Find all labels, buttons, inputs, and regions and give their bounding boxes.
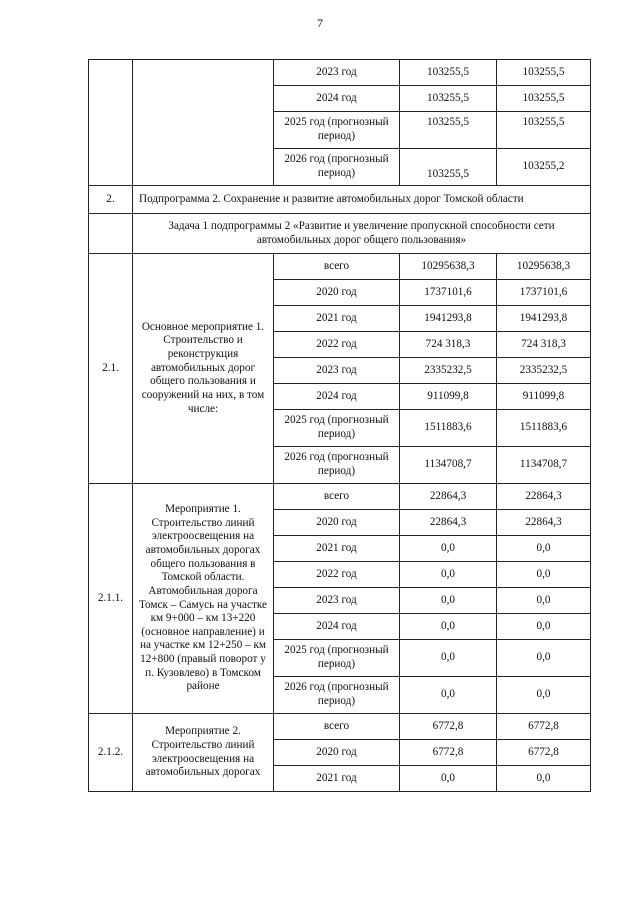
cell-value: 22864,3 [400, 484, 497, 510]
cell-value: 6772,8 [400, 740, 497, 766]
cell-period: 2026 год (прогнозный период) [274, 677, 400, 714]
program-funding-table [88, 59, 591, 792]
cell-value: 0,0 [497, 677, 591, 714]
measure-number: 2.1.1. [89, 484, 133, 714]
measure-number: 2.1.2. [89, 714, 133, 792]
cell-period: 2023 год [274, 358, 400, 384]
cell-value: 0,0 [497, 536, 591, 562]
measure-name: Мероприятие 1. Строительство линий электроосвещения на автомобильных дорогах общего пользования в Томской области. Автомобильная дорога Томск – Самусь на участке км 9+000 – км 13+220 (основное направление) и на участке км 12+250 – км 12+800 (правый поворот у п. Кузовлево) в Томском районе [133, 484, 274, 714]
cell-value: 103255,5 [400, 149, 497, 186]
cell-value: 6772,8 [497, 740, 591, 766]
cell-value: 0,0 [400, 766, 497, 792]
cell-period: 2021 год [274, 766, 400, 792]
subprogram-title: Подпрограмма 2. Сохранение и развитие автомобильных дорог Томской области [133, 186, 591, 214]
cell-value: 2335232,5 [400, 358, 497, 384]
cell-value: 22864,3 [400, 510, 497, 536]
cell-period: 2024 год [274, 614, 400, 640]
cell-value: 1737101,6 [400, 280, 497, 306]
cell-value: 10295638,3 [497, 254, 591, 280]
cell-value: 0,0 [497, 562, 591, 588]
cell-period: 2023 год [274, 60, 400, 86]
cell-num-empty [89, 60, 133, 186]
cell-value: 1941293,8 [497, 306, 591, 332]
cell-value: 103255,5 [400, 60, 497, 86]
task-row [89, 214, 591, 254]
cell-value: 103255,5 [497, 112, 591, 149]
page-number: 7 [317, 16, 323, 30]
cell-period: 2026 год (прогнозный период) [274, 149, 400, 186]
cell-value: 22864,3 [497, 484, 591, 510]
cell-period: 2025 год (прогнозный период) [274, 112, 400, 149]
cell-value: 1511883,6 [497, 410, 591, 447]
cell-num-empty [89, 214, 133, 254]
cell-period: 2025 год (прогнозный период) [274, 410, 400, 447]
cell-value: 0,0 [497, 766, 591, 792]
cell-name-empty [133, 60, 274, 186]
cell-value: 103255,5 [497, 60, 591, 86]
cell-value: 1134708,7 [497, 447, 591, 484]
cell-period: 2023 год [274, 588, 400, 614]
cell-value: 0,0 [497, 588, 591, 614]
cell-value: 0,0 [400, 640, 497, 677]
cell-value: 6772,8 [497, 714, 591, 740]
cell-value: 0,0 [400, 536, 497, 562]
cell-value: 103255,5 [400, 86, 497, 112]
subprogram-row [89, 186, 591, 214]
cell-period: 2020 год [274, 280, 400, 306]
cell-value: 911099,8 [400, 384, 497, 410]
cell-value: 0,0 [400, 677, 497, 714]
cell-period: 2025 год (прогнозный период) [274, 640, 400, 677]
cell-value: 0,0 [400, 588, 497, 614]
cell-period: 2021 год [274, 306, 400, 332]
cell-period: всего [274, 714, 400, 740]
table-row [89, 254, 591, 280]
cell-period: 2020 год [274, 740, 400, 766]
cell-value: 0,0 [497, 640, 591, 677]
cell-value: 2335232,5 [497, 358, 591, 384]
cell-value: 103255,5 [400, 112, 497, 149]
cell-period: 2022 год [274, 332, 400, 358]
cell-period: 2024 год [274, 86, 400, 112]
measure-number: 2.1. [89, 254, 133, 484]
cell-period: 2022 год [274, 562, 400, 588]
cell-period: всего [274, 484, 400, 510]
cell-period: 2026 год (прогнозный период) [274, 447, 400, 484]
subprogram-number: 2. [89, 186, 133, 214]
cell-value: 1511883,6 [400, 410, 497, 447]
cell-value: 0,0 [400, 562, 497, 588]
cell-value: 724 318,3 [497, 332, 591, 358]
cell-value: 911099,8 [497, 384, 591, 410]
cell-value: 10295638,3 [400, 254, 497, 280]
cell-value: 1134708,7 [400, 447, 497, 484]
measure-name: Основное мероприятие 1. Строительство и реконструкция автомобильных дорог общего пользования и сооружений на них, в том числе: [133, 254, 274, 484]
cell-value: 0,0 [400, 614, 497, 640]
cell-value: 22864,3 [497, 510, 591, 536]
cell-value: 1737101,6 [497, 280, 591, 306]
cell-value: 103255,5 [497, 86, 591, 112]
table-row [89, 714, 591, 740]
table-row [89, 484, 591, 510]
cell-value: 724 318,3 [400, 332, 497, 358]
table-row [89, 60, 591, 86]
cell-value: 1941293,8 [400, 306, 497, 332]
cell-period: 2021 год [274, 536, 400, 562]
measure-name: Мероприятие 2. Строительство линий электроосвещения на автомобильных дорогах [133, 714, 274, 792]
cell-period: всего [274, 254, 400, 280]
cell-value: 6772,8 [400, 714, 497, 740]
cell-period: 2024 год [274, 384, 400, 410]
cell-value: 103255,2 [497, 149, 591, 186]
task-title: Задача 1 подпрограммы 2 «Развитие и увеличение пропускной способности сети автомобильных дорог общего пользования» [133, 214, 591, 254]
cell-period: 2020 год [274, 510, 400, 536]
cell-value: 0,0 [497, 614, 591, 640]
